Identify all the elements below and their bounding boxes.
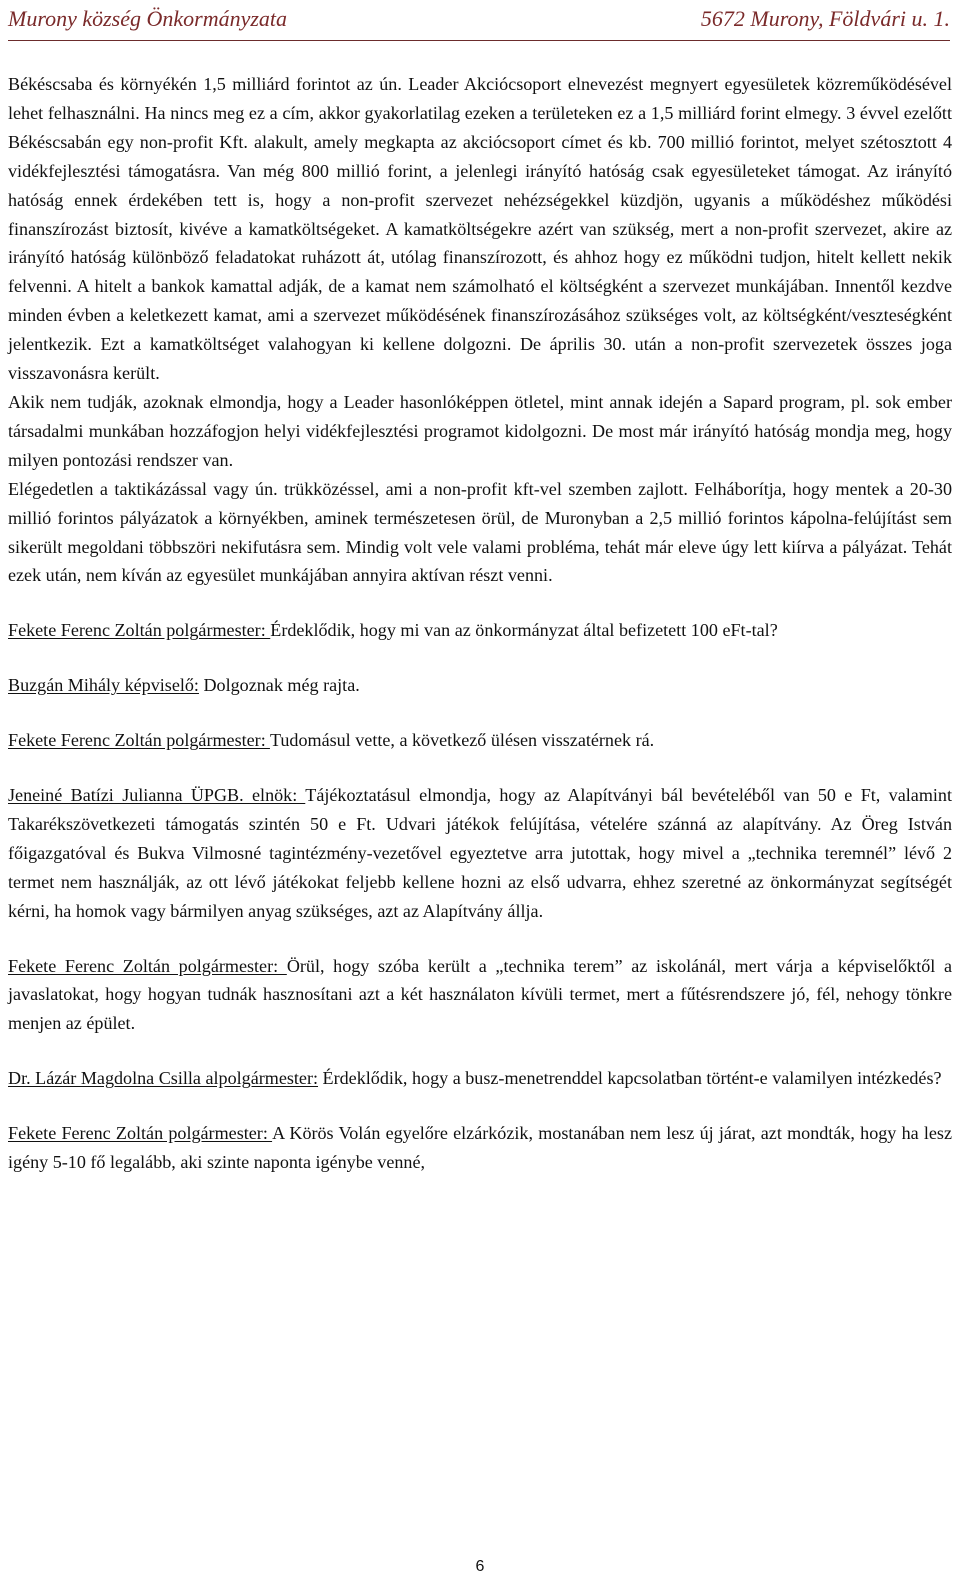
speaker-name: Fekete Ferenc Zoltán polgármester: xyxy=(8,1123,273,1144)
speaker-name: Fekete Ferenc Zoltán polgármester: xyxy=(8,620,271,641)
spacer xyxy=(8,755,952,781)
spacer xyxy=(8,1093,952,1119)
paragraph xyxy=(8,475,952,591)
speaker-name: Buzgán Mihály képviselő: xyxy=(8,675,199,696)
speaker-name: Fekete Ferenc Zoltán polgármester: xyxy=(8,730,270,751)
paragraph-text: Örül, hogy szóba került a „technika terem” az iskolánál, mert várja a képviselőktől a javaslatokat, hogy hogyan tudnák hasznosítani azt a két használaton kívüli termet, mert a fűtésrendszere jó, fél, nehogy tönkre menjen az épület. xyxy=(8,955,953,1034)
spacer xyxy=(8,700,952,726)
speaker-name: Dr. Lázár Magdolna Csilla alpolgármester: xyxy=(8,1068,319,1089)
paragraph-text: Békéscsaba és környékén 1,5 milliárd forintot az ún. Leader Akciócsoport elnevezést megnyert egyesületek közreműködésével lehet felhasználni. Ha nincs meg ez a cím, akkor gyakorlatilag ezeken a területeken ez a 1,5 milliárd forint elmegy. 3 évvel ezelőtt Békéscsabán egy non-profit Kft. alakult, amely megkapta az akciócsoport címet és kb. 700 millió forintot, melyet szétosztott 4 vidékfejlesztési támogatásra. Van még 800 millió forint, a jelenlegi irányító hatóság csak egyesületeket támogat. Az irányító hatóság ennek érdekében tett is, hogy a non-profit szervezet nehézségekkel küzdjön, ugyanis a működéshez működési finanszírozást biztosít, kivéve a kamatköltségeket. A kamatköltségekre azért van szükség, mert a non-profit szervezet, akire az irányító hatóság különböző feladatokat ruházott át, utólag finanszírozott, és ahhoz hogy ez működni tudjon, hitelt kellett nekik felvenni. A hitelt a bankok kamattal adják, de a kamat nem számolható el költségként a szervezet munkájában. Innentől kezdve minden évben a keletkezett kamat, ami a szervezet működésének finanszírozásához szükséges volt, az költségként/veszteségként jelentkezik. Ezt a kamatköltséget valahogyan ki kellene dolgozni. De április 30. után a non-profit szervezetek összes joga visszavonásra került. xyxy=(8,74,952,384)
header-municipality: Murony község Önkormányzata xyxy=(8,6,288,31)
paragraph xyxy=(8,952,952,1039)
paragraph xyxy=(8,616,952,645)
page-number: 6 xyxy=(475,1558,485,1575)
page-header xyxy=(8,0,950,41)
paragraph-text: Tájékoztatásul elmondja, hogy az Alapítványi bál bevételéből van 50 e Ft, valamint Takarékszövetkezeti támogatás szintén 50 e Ft. Udvari játékok felújítása, vételére szánná az alapítvány. Az Öreg István főigazgatóval és Bukva Vilmosné tagintézmény-vezetővel egyeztetve arra jutottak, hogy mivel a „technika teremnél” lévő 2 termet nem használják, az ott lévő játékokat feljebb kellene hozni az első udvarra, ehhez szeretné az önkormányzat segítségét kérni, ha homok vagy bármilyen anyag szükséges, azt az Alapítvány állja. xyxy=(8,785,952,921)
paragraph-text: Tudomásul vette, a következő ülésen visszatérnek rá. xyxy=(269,730,655,751)
paragraph-text: Elégedetlen a taktikázással vagy ún. trükközéssel, ami a non-profit kft-vel szemben zajlott. Felháborítja, hogy mentek a 20-30 millió forintos pályázatok a környékben, aminek természetesen örül, de Muronyban a 2,5 millió forintos kápolna-felújítást sem sikerült megoldani többszöri nekifutásra sem. Mindig volt vele valami probléma, tehát már eleve úgy lett kiírva a pályázat. Tehát ezek után, nem kíván az egyesület munkájában annyira aktívan részt venni. xyxy=(8,478,952,586)
paragraph-text: Dolgoznak még rajta. xyxy=(198,675,360,696)
paragraph xyxy=(8,1119,952,1177)
paragraph xyxy=(8,671,952,700)
header-address: 5672 Murony, Földvári u. 1. xyxy=(700,6,950,31)
paragraph xyxy=(8,781,952,926)
spacer xyxy=(8,645,952,671)
document-body xyxy=(8,70,952,1177)
spacer xyxy=(8,926,952,952)
paragraph-text: A Körös Volán egyelőre elzárkózik, mostanában nem lesz új járat, azt mondták, hogy ha lesz igény 5-10 fő legalább, aki szinte naponta igénybe venné, xyxy=(8,1123,953,1173)
paragraph-text: Érdeklődik, hogy mi van az önkormányzat által befizetett 100 eFt-tal? xyxy=(270,620,778,641)
paragraph xyxy=(8,388,952,475)
spacer xyxy=(8,590,952,616)
paragraph-text: Érdeklődik, hogy a busz-menetrenddel kapcsolatban történt-e valamilyen intézkedés? xyxy=(318,1068,942,1089)
paragraph xyxy=(8,1064,952,1093)
paragraph xyxy=(8,726,952,755)
speaker-name: Fekete Ferenc Zoltán polgármester: xyxy=(8,955,287,976)
speaker-name: Jeneiné Batízi Julianna ÜPGB. elnök: xyxy=(8,785,306,806)
paragraph xyxy=(8,70,952,388)
spacer xyxy=(8,1038,952,1064)
paragraph-text: Akik nem tudják, azoknak elmondja, hogy a Leader hasonlóképpen ötletel, mint annak idején a Sapard program, pl. sok ember társadalmi munkában hozzáfogjon helyi vidékfejlesztési programot kidolgozni. De most már irányító hatóság mondja meg, hogy milyen pontozási rendszer van. xyxy=(8,391,952,470)
